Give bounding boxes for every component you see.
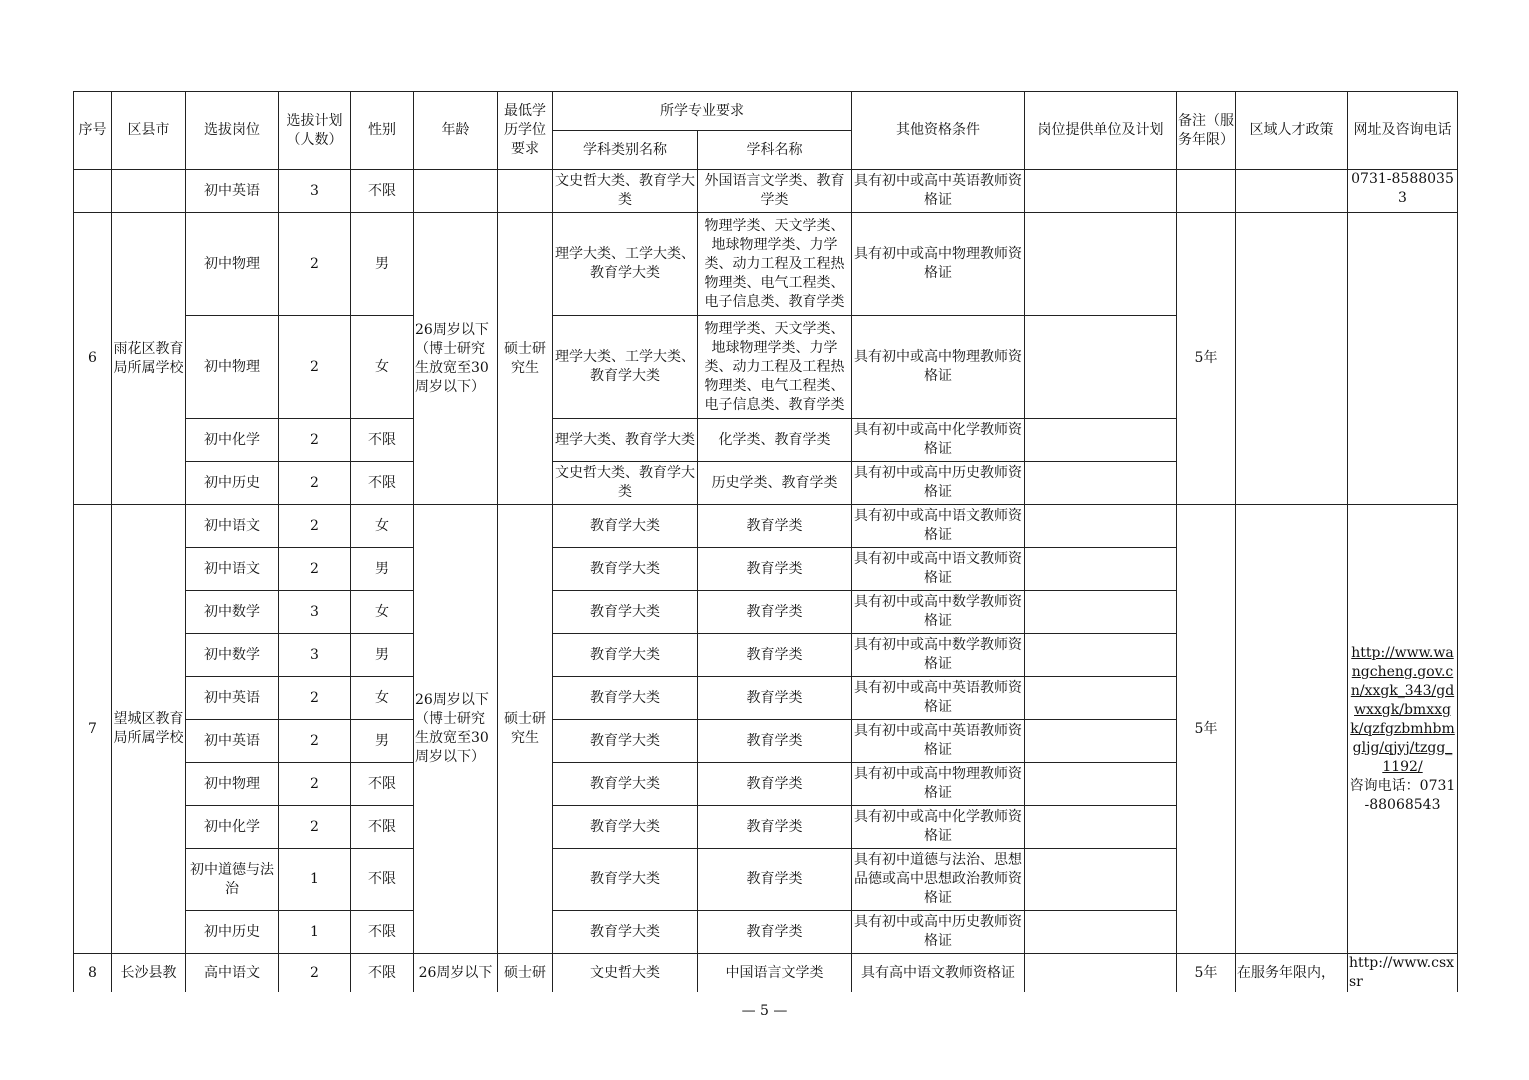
major-cell: 中国语言文学类 — [698, 954, 852, 993]
gender-cell: 男 — [351, 548, 414, 591]
unit-cell — [1025, 720, 1177, 763]
contact-phone: 咨询电话：0731-88068543 — [1349, 777, 1456, 813]
remark-cell: 5年 — [1177, 213, 1236, 505]
other-cell: 具有初中或高中语文教师资格证 — [852, 505, 1025, 548]
contact-url-link[interactable]: http://www.wangcheng.gov.cn/xxgk_343/gdwxxgk/bmxxgk/qzfgzbmhbmgljg/qjyj/tzgg_1192/ — [1350, 644, 1455, 775]
unit-cell — [1025, 911, 1177, 954]
unit-cell — [1025, 634, 1177, 677]
major-cell: 外国语言文学类、教育学类 — [698, 170, 852, 213]
category-cell: 文史哲大类 — [553, 954, 698, 993]
category-cell: 教育学大类 — [553, 677, 698, 720]
position-cell: 初中语文 — [186, 548, 279, 591]
header-row-1 — [74, 92, 1458, 131]
plan-cell: 2 — [279, 763, 351, 806]
seq-cell: 8 — [74, 954, 112, 993]
edu-cell: 硕士研究生 — [498, 505, 553, 954]
category-cell: 教育学大类 — [553, 763, 698, 806]
major-cell: 教育学类 — [698, 634, 852, 677]
header-plan: 选拔计划（人数） — [279, 92, 351, 170]
category-cell: 理学大类、教育学大类 — [553, 419, 698, 462]
age-cell — [414, 170, 498, 213]
contact-cell — [1348, 505, 1458, 954]
major-cell: 教育学类 — [698, 720, 852, 763]
gender-cell: 不限 — [351, 763, 414, 806]
category-cell: 教育学大类 — [553, 634, 698, 677]
major-cell: 教育学类 — [698, 505, 852, 548]
plan-cell: 2 — [279, 213, 351, 316]
contact-cell: 0731-85880353 — [1348, 170, 1458, 213]
other-cell: 具有初中道德与法治、思想品德或高中思想政治教师资格证 — [852, 849, 1025, 911]
other-cell: 具有初中或高中数学教师资格证 — [852, 591, 1025, 634]
gender-cell: 不限 — [351, 806, 414, 849]
unit-cell — [1025, 849, 1177, 911]
position-cell: 初中道德与法治 — [186, 849, 279, 911]
plan-cell: 2 — [279, 419, 351, 462]
position-cell: 初中英语 — [186, 170, 279, 213]
position-cell: 初中数学 — [186, 591, 279, 634]
plan-cell: 3 — [279, 634, 351, 677]
gender-cell: 不限 — [351, 849, 414, 911]
position-cell: 初中历史 — [186, 462, 279, 505]
unit-cell — [1025, 462, 1177, 505]
unit-cell — [1025, 763, 1177, 806]
major-cell: 历史学类、教育学类 — [698, 462, 852, 505]
plan-cell: 2 — [279, 316, 351, 419]
category-cell: 文史哲大类、教育学大类 — [553, 170, 698, 213]
other-cell: 具有初中或高中物理教师资格证 — [852, 213, 1025, 316]
table-row — [74, 954, 1458, 993]
remark-cell: 5年 — [1177, 954, 1236, 993]
gender-cell: 不限 — [351, 911, 414, 954]
remark-cell: 5年 — [1177, 505, 1236, 954]
seq-cell: 6 — [74, 213, 112, 505]
category-cell: 教育学大类 — [553, 720, 698, 763]
header-unit: 岗位提供单位及计划 — [1025, 92, 1177, 170]
contact-cell: http://www.csxsr — [1348, 954, 1458, 993]
category-cell: 教育学大类 — [553, 806, 698, 849]
table-row — [74, 213, 1458, 316]
header-edu: 最低学历学位要求 — [498, 92, 553, 170]
other-cell: 具有高中语文教师资格证 — [852, 954, 1025, 993]
plan-cell: 1 — [279, 849, 351, 911]
table-row — [74, 170, 1458, 213]
unit-cell — [1025, 954, 1177, 993]
unit-cell — [1025, 591, 1177, 634]
position-cell: 高中语文 — [186, 954, 279, 993]
category-cell: 教育学大类 — [553, 548, 698, 591]
policy-cell — [1236, 505, 1348, 954]
other-cell: 具有初中或高中化学教师资格证 — [852, 806, 1025, 849]
plan-cell: 2 — [279, 720, 351, 763]
gender-cell: 不限 — [351, 419, 414, 462]
edu-cell: 硕士研 — [498, 954, 553, 993]
major-cell: 教育学类 — [698, 591, 852, 634]
age-cell: 26周岁以下（博士研究生放宽至30周岁以下） — [414, 213, 498, 505]
major-cell: 化学类、教育学类 — [698, 419, 852, 462]
remark-cell — [1177, 170, 1236, 213]
position-cell: 初中物理 — [186, 316, 279, 419]
category-cell: 教育学大类 — [553, 911, 698, 954]
major-cell: 物理学类、天文学类、地球物理学类、力学类、动力工程及工程热物理类、电气工程类、电子信息类、教育学类 — [698, 316, 852, 419]
plan-cell: 1 — [279, 911, 351, 954]
category-cell: 教育学大类 — [553, 591, 698, 634]
plan-cell: 2 — [279, 806, 351, 849]
major-cell: 教育学类 — [698, 911, 852, 954]
position-cell: 初中数学 — [186, 634, 279, 677]
edu-cell: 硕士研究生 — [498, 213, 553, 505]
header-major-category: 学科类别名称 — [553, 131, 698, 170]
category-cell: 教育学大类 — [553, 505, 698, 548]
other-cell: 具有初中或高中英语教师资格证 — [852, 170, 1025, 213]
gender-cell: 男 — [351, 213, 414, 316]
other-cell: 具有初中或高中历史教师资格证 — [852, 911, 1025, 954]
plan-cell: 2 — [279, 677, 351, 720]
gender-cell: 不限 — [351, 462, 414, 505]
contact-cell — [1348, 213, 1458, 505]
header-policy: 区域人才政策 — [1236, 92, 1348, 170]
age-cell: 26周岁以下 — [414, 954, 498, 993]
position-cell: 初中英语 — [186, 720, 279, 763]
header-district: 区县市 — [112, 92, 186, 170]
category-cell: 理学大类、工学大类、教育学大类 — [553, 213, 698, 316]
header-contact: 网址及咨询电话 — [1348, 92, 1458, 170]
position-cell: 初中物理 — [186, 213, 279, 316]
district-cell — [112, 170, 186, 213]
policy-cell: 在服务年限内， — [1236, 954, 1348, 993]
major-cell: 教育学类 — [698, 763, 852, 806]
gender-cell: 男 — [351, 720, 414, 763]
page-number: — 5 — — [741, 1003, 788, 1019]
unit-cell — [1025, 806, 1177, 849]
position-cell: 初中物理 — [186, 763, 279, 806]
major-cell: 教育学类 — [698, 677, 852, 720]
table-row — [74, 505, 1458, 548]
gender-cell: 男 — [351, 634, 414, 677]
header-seq: 序号 — [74, 92, 112, 170]
header-age: 年龄 — [414, 92, 498, 170]
category-cell: 教育学大类 — [553, 849, 698, 911]
position-cell: 初中语文 — [186, 505, 279, 548]
gender-cell: 女 — [351, 316, 414, 419]
unit-cell — [1025, 677, 1177, 720]
other-cell: 具有初中或高中历史教师资格证 — [852, 462, 1025, 505]
gender-cell: 女 — [351, 677, 414, 720]
plan-cell: 3 — [279, 170, 351, 213]
edu-cell — [498, 170, 553, 213]
unit-cell — [1025, 170, 1177, 213]
header-gender: 性别 — [351, 92, 414, 170]
district-cell: 望城区教育局所属学校 — [112, 505, 186, 954]
other-cell: 具有初中或高中化学教师资格证 — [852, 419, 1025, 462]
gender-cell: 女 — [351, 505, 414, 548]
district-cell: 雨花区教育局所属学校 — [112, 213, 186, 505]
recruitment-table — [73, 91, 1458, 992]
header-major-group: 所学专业要求 — [553, 92, 852, 131]
major-cell: 教育学类 — [698, 548, 852, 591]
major-cell: 教育学类 — [698, 849, 852, 911]
district-cell: 长沙县教 — [112, 954, 186, 993]
header-other: 其他资格条件 — [852, 92, 1025, 170]
unit-cell — [1025, 548, 1177, 591]
seq-cell: 7 — [74, 505, 112, 954]
position-cell: 初中化学 — [186, 419, 279, 462]
header-position: 选拔岗位 — [186, 92, 279, 170]
major-cell: 物理学类、天文学类、地球物理学类、力学类、动力工程及工程热物理类、电气工程类、电子信息类、教育学类 — [698, 213, 852, 316]
seq-cell — [74, 170, 112, 213]
other-cell: 具有初中或高中物理教师资格证 — [852, 763, 1025, 806]
category-cell: 理学大类、工学大类、教育学大类 — [553, 316, 698, 419]
other-cell: 具有初中或高中英语教师资格证 — [852, 677, 1025, 720]
header-major-name: 学科名称 — [698, 131, 852, 170]
other-cell: 具有初中或高中语文教师资格证 — [852, 548, 1025, 591]
position-cell: 初中化学 — [186, 806, 279, 849]
gender-cell: 不限 — [351, 170, 414, 213]
header-remark: 备注（服务年限） — [1177, 92, 1236, 170]
unit-cell — [1025, 316, 1177, 419]
gender-cell: 不限 — [351, 954, 414, 993]
gender-cell: 女 — [351, 591, 414, 634]
unit-cell — [1025, 213, 1177, 316]
position-cell: 初中英语 — [186, 677, 279, 720]
other-cell: 具有初中或高中物理教师资格证 — [852, 316, 1025, 419]
policy-cell — [1236, 170, 1348, 213]
position-cell: 初中历史 — [186, 911, 279, 954]
policy-cell — [1236, 213, 1348, 505]
other-cell: 具有初中或高中数学教师资格证 — [852, 634, 1025, 677]
plan-cell: 2 — [279, 548, 351, 591]
plan-cell: 2 — [279, 462, 351, 505]
age-cell: 26周岁以下（博士研究生放宽至30周岁以下） — [414, 505, 498, 954]
major-cell: 教育学类 — [698, 806, 852, 849]
plan-cell: 2 — [279, 954, 351, 993]
plan-cell: 3 — [279, 591, 351, 634]
category-cell: 文史哲大类、教育学大类 — [553, 462, 698, 505]
unit-cell — [1025, 419, 1177, 462]
other-cell: 具有初中或高中英语教师资格证 — [852, 720, 1025, 763]
unit-cell — [1025, 505, 1177, 548]
plan-cell: 2 — [279, 505, 351, 548]
